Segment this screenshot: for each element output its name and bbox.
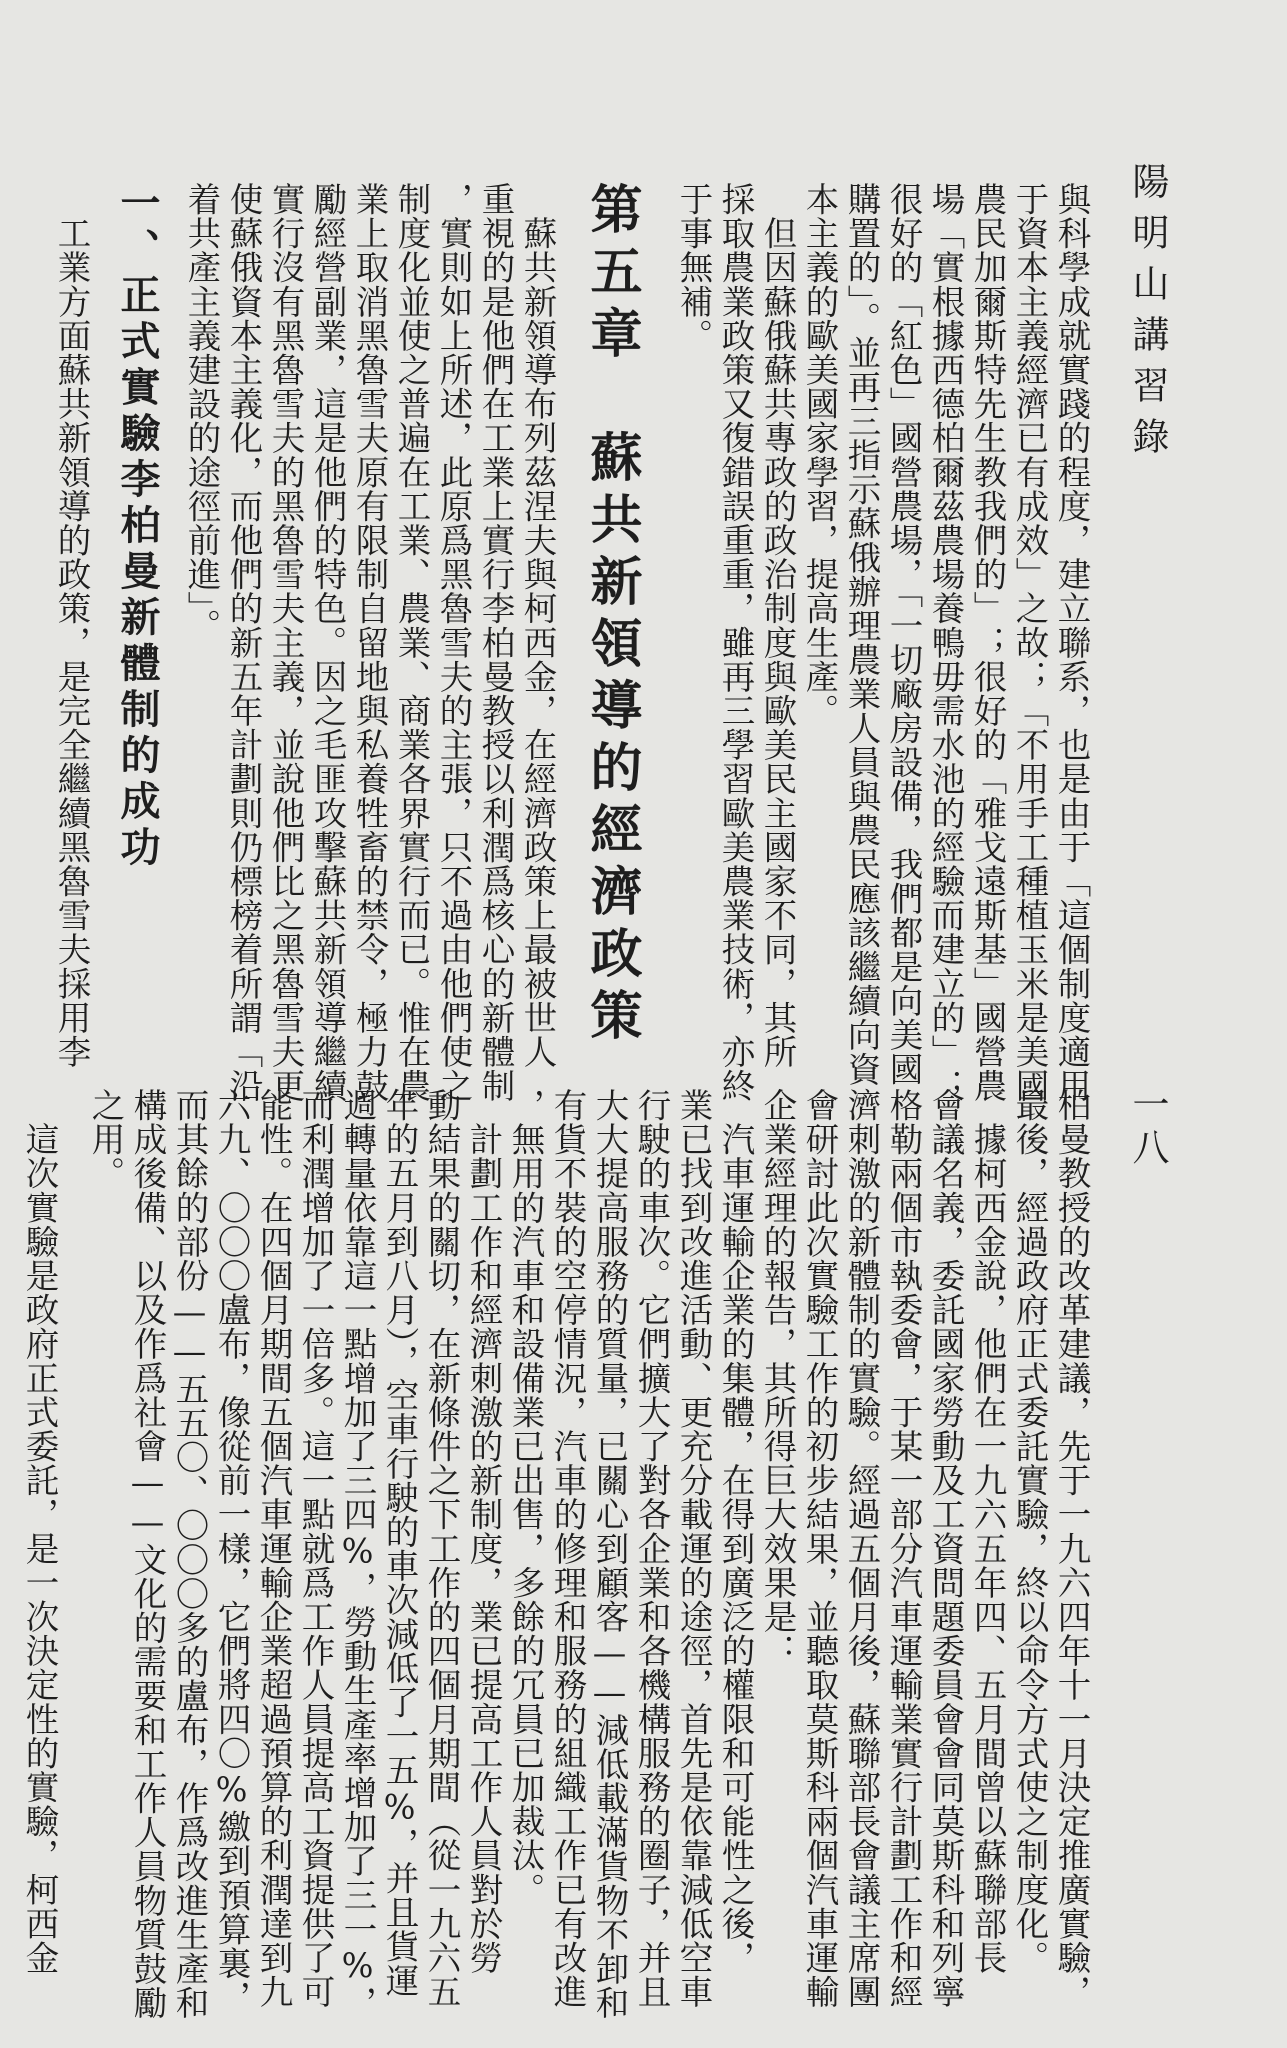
text-line: 據柯西金說，他們在一九六五年四、五月間曾以蘇聯部長 xyxy=(968,1088,1007,1975)
text-line: 業已找到改進活動、更充分載運的途徑，首先是依靠減低空車 xyxy=(674,1088,713,2009)
text-line: 場「實根據西德柏爾茲農場養鴨毋需水池的經驗而建立的」； xyxy=(926,182,965,1103)
text-line: 蘇共新領導布列茲涅夫與柯西金，在經濟政策上最被世人 xyxy=(518,182,557,1069)
text-line: 業上取消黑魯雪夫原有限制自留地與私養牲畜的禁令，極力鼓 xyxy=(350,182,389,1103)
text-line: 會研討此次實驗工作的初步結果，並聽取莫斯科兩個汽車運輸 xyxy=(800,1088,839,2009)
text-line: 于資本主義經濟已有成效」之故；「不用手工種植玉米是美國 xyxy=(1010,182,1049,1103)
text-line: 六九、〇〇〇盧布，像從前一樣，它們將四〇%繳到預算裏， xyxy=(212,1088,251,2015)
running-head: 陽明山講習錄 xyxy=(1126,162,1169,468)
text-line: 與科學成就實踐的程度，建立聯系，也是由于「這個制度適用 xyxy=(1052,182,1091,1103)
text-line: 而利潤增加了一倍多。這一點就爲工作人員提高工資提供了可 xyxy=(296,1088,335,2009)
text-line: 這次實驗是政府正式委託，是一次決定性的實驗，柯西金 xyxy=(20,1088,59,1975)
text-line: 很好的「紅色」國營農場，「一切廠房設備，我們都是向美國 xyxy=(884,182,923,1086)
text-line: 計劃工作和經濟刺激的新制度，業已提高工作人員對於勞 xyxy=(464,1088,503,1975)
text-line: 構成後備、以及作爲社會——文化的需要和工作人員物質鼓勵 xyxy=(128,1088,167,2020)
text-line: 但因蘇俄蘇共專政的政治制度與歐美民主國家不同，其所 xyxy=(758,182,797,1069)
text-line: 週轉量依靠這一點增加了三四%，勞動生產率增加了三一%， xyxy=(338,1088,377,2020)
text-line: 購置的」。並再三指示蘇俄辦理農業人員與農民應該繼續向資 xyxy=(842,182,881,1086)
text-line: ，無用的汽車和設備業已出售，多餘的冗員已加裁汰。 xyxy=(506,1088,545,1907)
text-line: 採取農業政策又復錯誤重重，雖再三學習歐美農業技術，亦終 xyxy=(716,182,755,1103)
text-line: 年的五月到八月），空車行駛的車次減低了一五%，并且貨運 xyxy=(380,1088,419,1998)
text-line: 農民加爾斯特先生教我們的」；很好的「雅戈遠斯基」國營農 xyxy=(968,182,1007,1103)
text-line: 最後，經過政府正式委託實驗，終以命令方式使之制度化。 xyxy=(1010,1088,1049,1975)
text-line: 本主義的歐美國家學習，提高生產。 xyxy=(800,182,839,728)
text-line: 工業方面蘇共新領導的政策，是完全繼續黑魯雪夫採用李 xyxy=(52,182,91,1069)
page-number: 一八 xyxy=(1126,1085,1169,1171)
text-line: 濟刺激的新體制的實驗。經過五個月後，蘇聯部長會議主席團 xyxy=(842,1088,881,2009)
text-line: 能性。在四個月期間五個汽車運輸企業超過預算的利潤達到九 xyxy=(254,1088,293,2009)
text-line: 企業經理的報告，其所得巨大效果是： xyxy=(758,1088,797,1668)
text-line: 格勒兩個市執委會，于某一部分汽車運輸業實行計劃工作和經 xyxy=(884,1088,923,2009)
text-line: 實行沒有黑魯雪夫的黑魯雪夫主義，並說他們比之黑魯雪夫更 xyxy=(266,182,305,1103)
text-line: 而其餘的部份——五五〇、〇〇〇多的盧布，作爲改進生產和 xyxy=(170,1088,209,2020)
bottom-text-block xyxy=(15,1088,1091,2020)
text-line: 汽車運輸企業的集體，在得到廣泛的權限和可能性之後， xyxy=(716,1088,755,1975)
text-line: 着共產主義建設的途徑前進」。 xyxy=(182,182,221,643)
text-line: 動結果的關切，在新條件之下工作的四個月期間（從一九六五 xyxy=(422,1088,461,2009)
text-line: 大大提高服務的質量，已關心到顧客——減低載滿貨物不卸和 xyxy=(590,1088,629,2020)
text-line: 會議名義，委託國家勞動及工資問題委員會會同莫斯科和列寧 xyxy=(926,1088,965,2009)
text-line: 制度化並使之普遍在工業、農業、商業各界實行而已。惟在農 xyxy=(392,182,431,1103)
text-line: 柏曼教授的改革建議，先于一九六四年十一月決定推廣實驗， xyxy=(1052,1088,1091,2009)
section-heading: 一、正式實驗李柏曼新體制的成功 xyxy=(114,182,161,872)
text-line: 勵經營副業，這是他們的特色。因之毛匪攻擊蘇共新領導繼續 xyxy=(308,182,347,1103)
top-text-block xyxy=(47,182,1091,1103)
text-line: 之用。 xyxy=(86,1088,125,1191)
text-line: ，實則如上所述，此原爲黑魯雪夫的主張，只不過由他們使之 xyxy=(434,182,473,1103)
text-line: 重視的是他們在工業上實行李柏曼教授以利潤爲核心的新體制 xyxy=(476,182,515,1103)
text-line: 有貨不裝的空停情況，汽車的修理和服務的組織工作已有改進 xyxy=(548,1088,587,2009)
text-line: 使蘇俄資本主義化，而他們的新五年計劃則仍標榜着所謂「沿 xyxy=(224,182,263,1103)
text-line: 行駛的車次。它們擴大了對各企業和各機構服務的圈子，并且 xyxy=(632,1088,671,2009)
chapter-heading: 第五章 蘇共新領導的經濟政策 xyxy=(581,182,642,1050)
text-line: 于事無補。 xyxy=(674,182,713,353)
